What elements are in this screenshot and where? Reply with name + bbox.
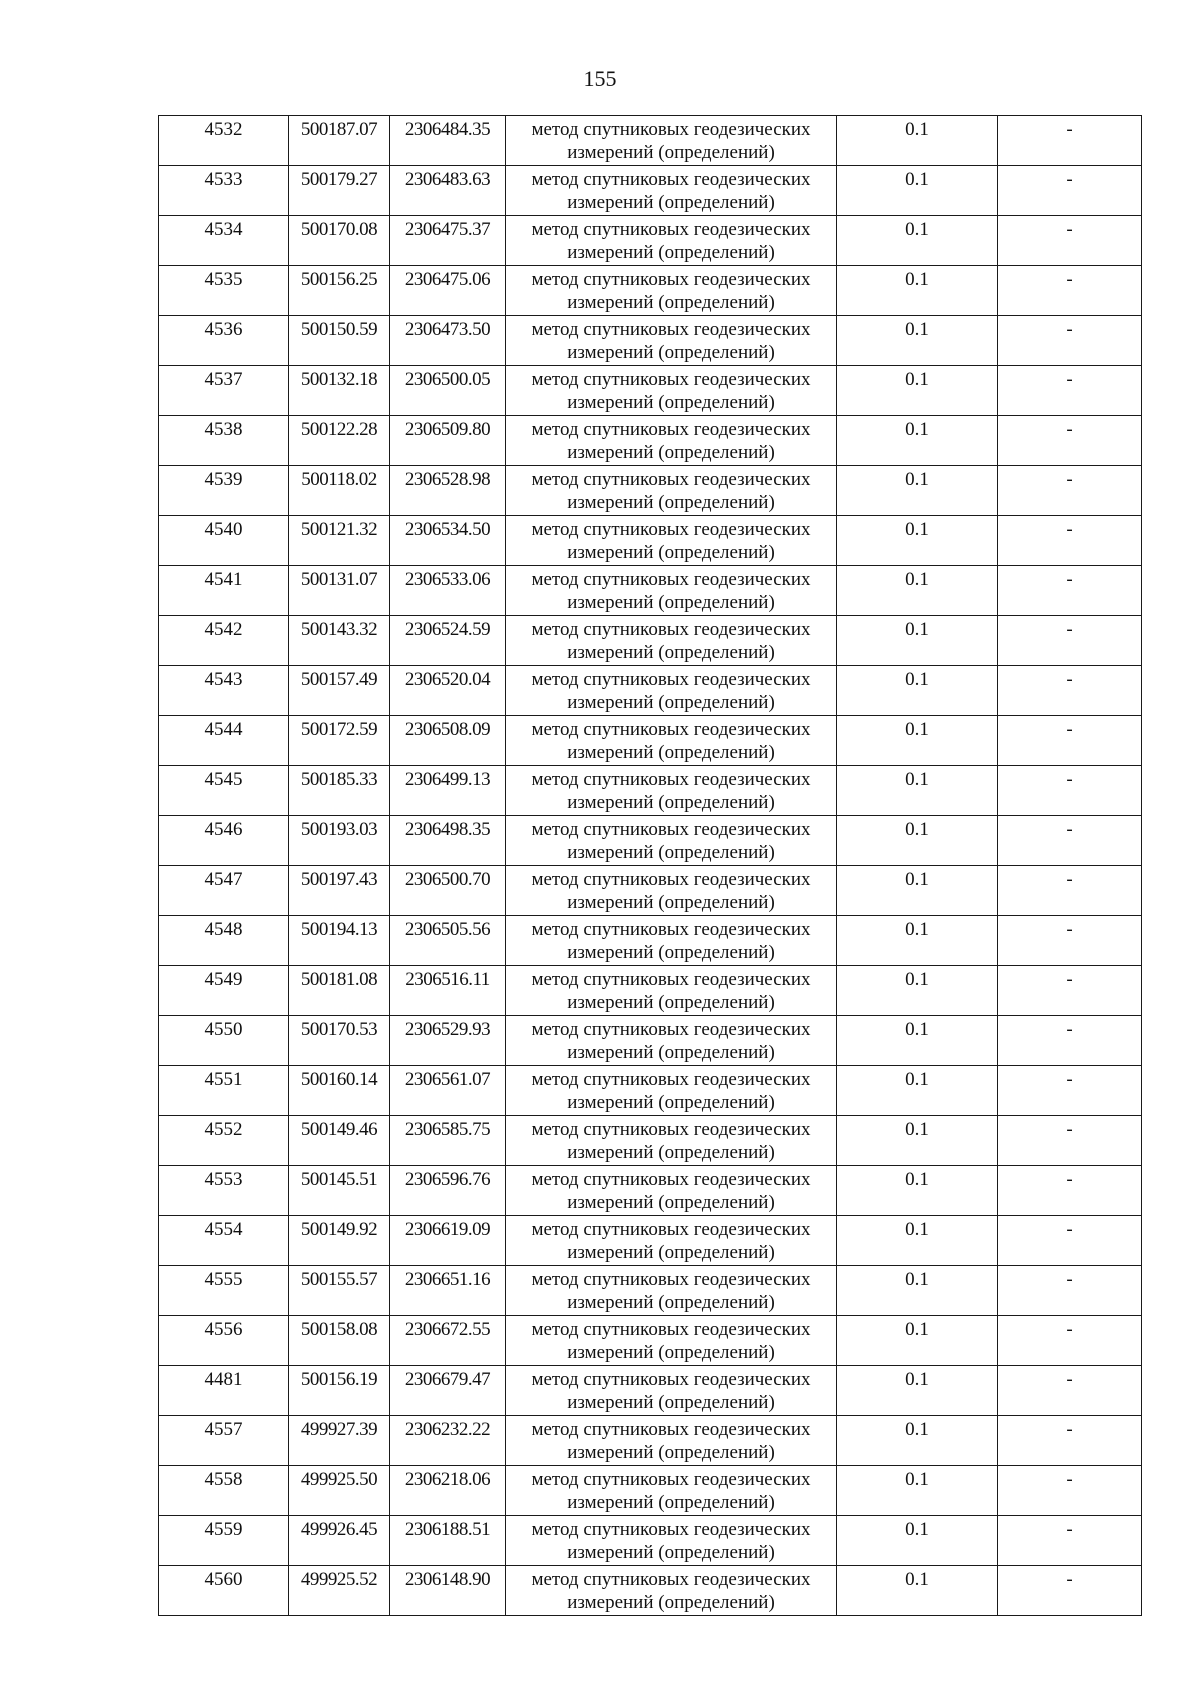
accuracy-cell: 0.1 [837,916,998,966]
method-cell [506,166,837,216]
description-cell: - [998,1216,1142,1266]
description-cell: - [998,1566,1142,1616]
method-line-2: измерений (определений) [567,892,775,913]
method-cell [506,566,837,616]
method-line-2: измерений (определений) [567,1142,775,1163]
method-line-2: измерений (определений) [567,842,775,863]
accuracy-cell: 0.1 [837,1466,998,1516]
method-line-2: измерений (определений) [567,1342,775,1363]
x-coordinate-cell: 500156.19 [289,1366,390,1416]
table-row [159,1316,1142,1366]
accuracy-cell: 0.1 [837,1266,998,1316]
point-number-cell: 4551 [159,1066,289,1116]
method-cell [506,1366,837,1416]
point-number-cell: 4555 [159,1266,289,1316]
x-coordinate-cell: 500131.07 [289,566,390,616]
method-line-2: измерений (определений) [567,1242,775,1263]
description-cell: - [998,1316,1142,1366]
method-line-2: измерений (определений) [567,792,775,813]
method-cell [506,666,837,716]
accuracy-cell: 0.1 [837,1166,998,1216]
description-cell: - [998,816,1142,866]
y-coordinate-cell: 2306508.09 [390,716,506,766]
point-number-cell: 4537 [159,366,289,416]
point-number-cell: 4481 [159,1366,289,1416]
table-row [159,1366,1142,1416]
method-cell [506,516,837,566]
accuracy-cell: 0.1 [837,216,998,266]
x-coordinate-cell: 500157.49 [289,666,390,716]
method-line-2: измерений (определений) [567,1092,775,1113]
y-coordinate-cell: 2306516.11 [390,966,506,1016]
method-line-1: метод спутниковых геодезических [531,369,811,390]
description-cell: - [998,466,1142,516]
table-row [159,1566,1142,1616]
method-line-2: измерений (определений) [567,242,775,263]
description-cell: - [998,416,1142,466]
table-row [159,916,1142,966]
accuracy-cell: 0.1 [837,1316,998,1366]
table-row [159,716,1142,766]
table-row [159,1516,1142,1566]
method-cell [506,416,837,466]
x-coordinate-cell: 500118.02 [289,466,390,516]
method-line-1: метод спутниковых геодезических [531,669,811,690]
y-coordinate-cell: 2306475.06 [390,266,506,316]
table-row [159,166,1142,216]
point-number-cell: 4557 [159,1416,289,1466]
point-number-cell: 4538 [159,416,289,466]
description-cell: - [998,1466,1142,1516]
table-row [159,1016,1142,1066]
point-number-cell: 4560 [159,1566,289,1616]
x-coordinate-cell: 499926.45 [289,1516,390,1566]
point-number-cell: 4556 [159,1316,289,1366]
point-number-cell: 4559 [159,1516,289,1566]
method-line-2: измерений (определений) [567,942,775,963]
x-coordinate-cell: 500158.08 [289,1316,390,1366]
description-cell: - [998,1066,1142,1116]
method-cell [506,1166,837,1216]
method-line-2: измерений (определений) [567,642,775,663]
method-line-1: метод спутниковых геодезических [531,1069,811,1090]
point-number-cell: 4552 [159,1116,289,1166]
description-cell: - [998,366,1142,416]
y-coordinate-cell: 2306528.98 [390,466,506,516]
method-line-1: метод спутниковых геодезических [531,1569,811,1590]
point-number-cell: 4536 [159,316,289,366]
accuracy-cell: 0.1 [837,1366,998,1416]
method-line-2: измерений (определений) [567,192,775,213]
table-row [159,1416,1142,1466]
method-line-2: измерений (определений) [567,492,775,513]
x-coordinate-cell: 500155.57 [289,1266,390,1316]
method-line-1: метод спутниковых геодезических [531,269,811,290]
description-cell: - [998,1016,1142,1066]
x-coordinate-cell: 500132.18 [289,366,390,416]
description-cell: - [998,516,1142,566]
point-number-cell: 4543 [159,666,289,716]
method-line-2: измерений (определений) [567,342,775,363]
method-cell [506,1416,837,1466]
method-line-1: метод спутниковых геодезических [531,519,811,540]
description-cell: - [998,716,1142,766]
method-line-2: измерений (определений) [567,1442,775,1463]
description-cell: - [998,666,1142,716]
point-number-cell: 4553 [159,1166,289,1216]
method-line-1: метод спутниковых геодезических [531,719,811,740]
method-line-2: измерений (определений) [567,292,775,313]
method-cell [506,1566,837,1616]
method-cell [506,466,837,516]
accuracy-cell: 0.1 [837,1566,998,1616]
method-line-2: измерений (определений) [567,1192,775,1213]
point-number-cell: 4544 [159,716,289,766]
method-line-1: метод спутниковых геодезических [531,1269,811,1290]
point-number-cell: 4548 [159,916,289,966]
description-cell: - [998,566,1142,616]
accuracy-cell: 0.1 [837,366,998,416]
method-line-1: метод спутниковых геодезических [531,969,811,990]
description-cell: - [998,266,1142,316]
method-line-1: метод спутниковых геодезических [531,1169,811,1190]
method-line-1: метод спутниковых геодезических [531,1219,811,1240]
method-cell [506,966,837,1016]
table-row [159,116,1142,166]
table-row [159,1066,1142,1116]
page-number: 155 [583,66,617,91]
method-line-1: метод спутниковых геодезических [531,869,811,890]
table-row [159,866,1142,916]
accuracy-cell: 0.1 [837,416,998,466]
method-line-1: метод спутниковых геодезических [531,1119,811,1140]
method-cell [506,366,837,416]
method-line-2: измерений (определений) [567,1042,775,1063]
method-line-2: измерений (определений) [567,1492,775,1513]
y-coordinate-cell: 2306651.16 [390,1266,506,1316]
method-line-2: измерений (определений) [567,1592,775,1613]
method-cell [506,1016,837,1066]
y-coordinate-cell: 2306218.06 [390,1466,506,1516]
method-cell [506,1466,837,1516]
method-line-2: измерений (определений) [567,1392,775,1413]
x-coordinate-cell: 500194.13 [289,916,390,966]
table-row [159,1266,1142,1316]
table-row [159,566,1142,616]
x-coordinate-cell: 499925.52 [289,1566,390,1616]
method-cell [506,216,837,266]
y-coordinate-cell: 2306483.63 [390,166,506,216]
table-row [159,366,1142,416]
method-cell [506,316,837,366]
description-cell: - [998,1166,1142,1216]
table-row [159,466,1142,516]
y-coordinate-cell: 2306520.04 [390,666,506,716]
accuracy-cell: 0.1 [837,1066,998,1116]
y-coordinate-cell: 2306679.47 [390,1366,506,1416]
method-line-2: измерений (определений) [567,592,775,613]
y-coordinate-cell: 2306534.50 [390,516,506,566]
x-coordinate-cell: 500150.59 [289,316,390,366]
table-row [159,1166,1142,1216]
y-coordinate-cell: 2306484.35 [390,116,506,166]
coordinates-table [158,115,1142,1616]
x-coordinate-cell: 500143.32 [289,616,390,666]
y-coordinate-cell: 2306232.22 [390,1416,506,1466]
description-cell: - [998,866,1142,916]
accuracy-cell: 0.1 [837,166,998,216]
table-row [159,316,1142,366]
description-cell: - [998,766,1142,816]
point-number-cell: 4554 [159,1216,289,1266]
method-line-1: метод спутниковых геодезических [531,419,811,440]
point-number-cell: 4541 [159,566,289,616]
x-coordinate-cell: 499925.50 [289,1466,390,1516]
accuracy-cell: 0.1 [837,1116,998,1166]
method-cell [506,1116,837,1166]
point-number-cell: 4540 [159,516,289,566]
y-coordinate-cell: 2306533.06 [390,566,506,616]
accuracy-cell: 0.1 [837,516,998,566]
method-line-1: метод спутниковых геодезических [531,469,811,490]
method-line-1: метод спутниковых геодезических [531,1469,811,1490]
y-coordinate-cell: 2306524.59 [390,616,506,666]
y-coordinate-cell: 2306148.90 [390,1566,506,1616]
method-line-1: метод спутниковых геодезических [531,619,811,640]
description-cell: - [998,1516,1142,1566]
x-coordinate-cell: 500197.43 [289,866,390,916]
description-cell: - [998,1116,1142,1166]
point-number-cell: 4539 [159,466,289,516]
method-line-2: измерений (определений) [567,1542,775,1563]
x-coordinate-cell: 499927.39 [289,1416,390,1466]
x-coordinate-cell: 500121.32 [289,516,390,566]
description-cell: - [998,116,1142,166]
point-number-cell: 4533 [159,166,289,216]
description-cell: - [998,616,1142,666]
method-cell [506,1516,837,1566]
point-number-cell: 4549 [159,966,289,1016]
accuracy-cell: 0.1 [837,1016,998,1066]
table-row [159,216,1142,266]
accuracy-cell: 0.1 [837,466,998,516]
x-coordinate-cell: 500179.27 [289,166,390,216]
description-cell: - [998,1266,1142,1316]
point-number-cell: 4542 [159,616,289,666]
table-row [159,416,1142,466]
method-line-2: измерений (определений) [567,142,775,163]
accuracy-cell: 0.1 [837,1416,998,1466]
method-line-2: измерений (определений) [567,442,775,463]
x-coordinate-cell: 500156.25 [289,266,390,316]
description-cell: - [998,216,1142,266]
accuracy-cell: 0.1 [837,266,998,316]
description-cell: - [998,166,1142,216]
point-number-cell: 4558 [159,1466,289,1516]
y-coordinate-cell: 2306188.51 [390,1516,506,1566]
accuracy-cell: 0.1 [837,716,998,766]
method-line-1: метод спутниковых геодезических [531,769,811,790]
accuracy-cell: 0.1 [837,966,998,1016]
accuracy-cell: 0.1 [837,316,998,366]
y-coordinate-cell: 2306499.13 [390,766,506,816]
y-coordinate-cell: 2306619.09 [390,1216,506,1266]
x-coordinate-cell: 500160.14 [289,1066,390,1116]
method-cell [506,916,837,966]
y-coordinate-cell: 2306498.35 [390,816,506,866]
accuracy-cell: 0.1 [837,1216,998,1266]
accuracy-cell: 0.1 [837,766,998,816]
method-line-1: метод спутниковых геодезических [531,219,811,240]
method-line-1: метод спутниковых геодезических [531,1519,811,1540]
point-number-cell: 4547 [159,866,289,916]
method-line-2: измерений (определений) [567,742,775,763]
y-coordinate-cell: 2306500.70 [390,866,506,916]
point-number-cell: 4535 [159,266,289,316]
x-coordinate-cell: 500170.53 [289,1016,390,1066]
method-cell [506,116,837,166]
method-cell [506,766,837,816]
table-row [159,766,1142,816]
method-line-1: метод спутниковых геодезических [531,1319,811,1340]
y-coordinate-cell: 2306505.56 [390,916,506,966]
method-cell [506,1066,837,1116]
table-row [159,966,1142,1016]
method-line-2: измерений (определений) [567,1292,775,1313]
table-row [159,666,1142,716]
table-row [159,1216,1142,1266]
x-coordinate-cell: 500145.51 [289,1166,390,1216]
method-line-1: метод спутниковых геодезических [531,169,811,190]
method-cell [506,1216,837,1266]
x-coordinate-cell: 500172.59 [289,716,390,766]
method-cell [506,616,837,666]
x-coordinate-cell: 500122.28 [289,416,390,466]
x-coordinate-cell: 500193.03 [289,816,390,866]
method-line-2: измерений (определений) [567,992,775,1013]
table-row [159,266,1142,316]
description-cell: - [998,966,1142,1016]
method-line-2: измерений (определений) [567,692,775,713]
method-cell [506,716,837,766]
accuracy-cell: 0.1 [837,116,998,166]
x-coordinate-cell: 500170.08 [289,216,390,266]
accuracy-cell: 0.1 [837,866,998,916]
point-number-cell: 4545 [159,766,289,816]
method-line-2: измерений (определений) [567,392,775,413]
point-number-cell: 4532 [159,116,289,166]
accuracy-cell: 0.1 [837,566,998,616]
method-line-1: метод спутниковых геодезических [531,1369,811,1390]
method-cell [506,1266,837,1316]
accuracy-cell: 0.1 [837,666,998,716]
y-coordinate-cell: 2306561.07 [390,1066,506,1116]
point-number-cell: 4546 [159,816,289,866]
method-line-1: метод спутниковых геодезических [531,319,811,340]
method-line-1: метод спутниковых геодезических [531,1419,811,1440]
table-row [159,1116,1142,1166]
accuracy-cell: 0.1 [837,816,998,866]
method-cell [506,866,837,916]
y-coordinate-cell: 2306596.76 [390,1166,506,1216]
coordinates-table-body [159,116,1142,1616]
method-line-1: метод спутниковых геодезических [531,819,811,840]
point-number-cell: 4534 [159,216,289,266]
x-coordinate-cell: 500149.92 [289,1216,390,1266]
y-coordinate-cell: 2306500.05 [390,366,506,416]
x-coordinate-cell: 500149.46 [289,1116,390,1166]
y-coordinate-cell: 2306585.75 [390,1116,506,1166]
table-row [159,816,1142,866]
y-coordinate-cell: 2306529.93 [390,1016,506,1066]
table-row [159,616,1142,666]
method-cell [506,816,837,866]
y-coordinate-cell: 2306509.80 [390,416,506,466]
method-line-2: измерений (определений) [567,542,775,563]
method-line-1: метод спутниковых геодезических [531,919,811,940]
description-cell: - [998,1366,1142,1416]
x-coordinate-cell: 500187.07 [289,116,390,166]
table-row [159,1466,1142,1516]
method-line-1: метод спутниковых геодезических [531,119,811,140]
point-number-cell: 4550 [159,1016,289,1066]
description-cell: - [998,316,1142,366]
y-coordinate-cell: 2306473.50 [390,316,506,366]
y-coordinate-cell: 2306672.55 [390,1316,506,1366]
method-line-1: метод спутниковых геодезических [531,569,811,590]
accuracy-cell: 0.1 [837,616,998,666]
description-cell: - [998,1416,1142,1466]
x-coordinate-cell: 500185.33 [289,766,390,816]
description-cell: - [998,916,1142,966]
method-line-1: метод спутниковых геодезических [531,1019,811,1040]
accuracy-cell: 0.1 [837,1516,998,1566]
x-coordinate-cell: 500181.08 [289,966,390,1016]
table-row [159,516,1142,566]
y-coordinate-cell: 2306475.37 [390,216,506,266]
method-cell [506,266,837,316]
method-cell [506,1316,837,1366]
